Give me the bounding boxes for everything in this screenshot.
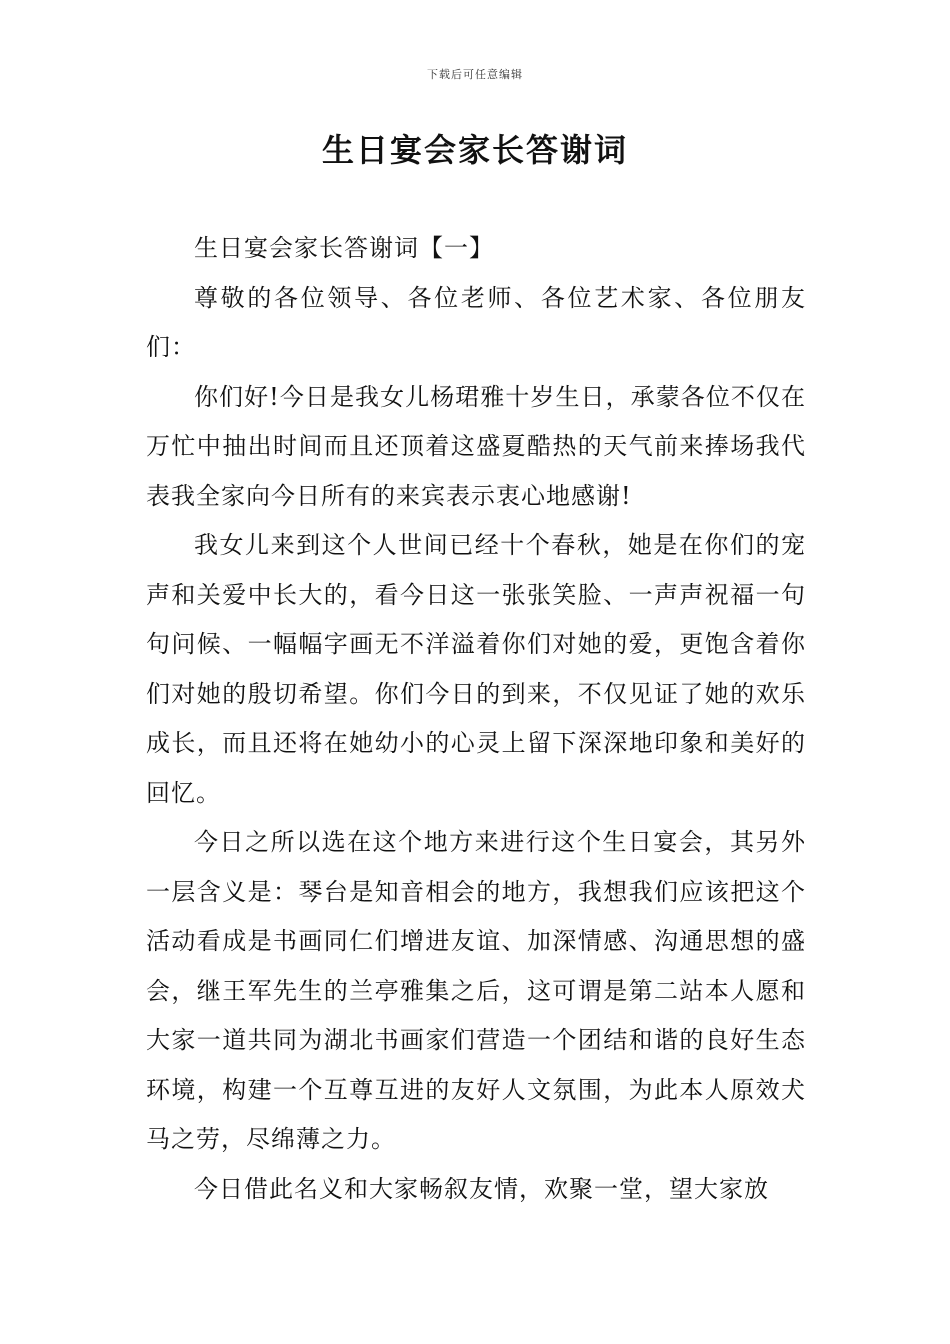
salutation-paragraph: 尊敬的各位领导、各位老师、各位艺术家、各位朋友们： (146, 283, 806, 361)
body-paragraph: 我女儿来到这个人世间已经十个春秋，她是在你们的宠声和关爱中长大的，看今日这一张张笑脸、一声声祝福一句句问候、一幅幅字画无不洋溢着你们对她的爱，更饱含着你们对她的殷切希望。你们今日的到来，不仅见证了她的欢乐成长，而且还将在她幼小的心灵上留下深深地印象和美好的回忆。 (146, 531, 806, 807)
header-note: 下载后可任意编辑 (427, 68, 523, 81)
body-paragraph: 你们好!今日是我女儿杨珺雅十岁生日，承蒙各位不仅在万忙中抽出时间而且还顶着这盛夏酷热的天气前来捧场我代表我全家向今日所有的来宾表示衷心地感谢! (146, 382, 806, 510)
subtitle-paragraph: 生日宴会家长答谢词【一】 (194, 234, 494, 262)
document-body (146, 224, 806, 1214)
body-paragraph: 今日之所以选在这个地方来进行这个生日宴会，其另外一层含义是：琴台是知音相会的地方，我想我们应该把这个活动看成是书画同仁们增进友谊、加深情感、沟通思想的盛会，继王军先生的兰亭雅集之后，这可谓是第二站本人愿和大家一道共同为湖北书画家们营造一个团结和谐的良好生态环境，构建一个互尊互进的友好人文氛围，为此本人原效犬马之劳，尽绵薄之力。 (146, 828, 806, 1153)
body-paragraph: 今日借此名义和大家畅叙友情，欢聚一堂，望大家放 (194, 1174, 769, 1203)
document-title: 生日宴会家长答谢词 (321, 131, 628, 169)
